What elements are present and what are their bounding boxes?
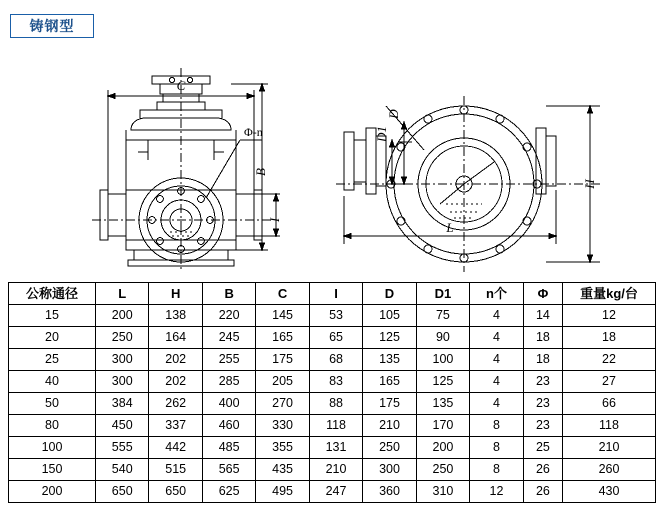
cell-D1: 90 <box>416 327 469 349</box>
cell-phi: 18 <box>523 349 562 371</box>
cell-D1: 125 <box>416 371 469 393</box>
cell-weight: 66 <box>563 393 656 415</box>
cell-C: 145 <box>256 305 309 327</box>
cell-phi: 23 <box>523 371 562 393</box>
cell-nominal-diameter: 25 <box>9 349 96 371</box>
cell-C: 165 <box>256 327 309 349</box>
cell-D1: 170 <box>416 415 469 437</box>
cell-phi: 26 <box>523 459 562 481</box>
cell-n: 4 <box>470 393 524 415</box>
cell-D1: 200 <box>416 437 469 459</box>
cell-n: 8 <box>470 415 524 437</box>
cell-D: 360 <box>363 481 416 503</box>
cell-nominal-diameter: 100 <box>9 437 96 459</box>
col-header-nominal-diameter: 公称通径 <box>9 283 96 305</box>
dim-label-C: C <box>176 78 186 93</box>
cell-H: 515 <box>149 459 202 481</box>
cell-H: 650 <box>149 481 202 503</box>
dim-label-H: H <box>582 179 597 189</box>
cell-B: 400 <box>202 393 255 415</box>
cell-B: 460 <box>202 415 255 437</box>
cell-phi: 14 <box>523 305 562 327</box>
cell-L: 384 <box>96 393 149 415</box>
cell-I: 68 <box>309 349 362 371</box>
cell-C: 435 <box>256 459 309 481</box>
cell-phi: 26 <box>523 481 562 503</box>
cell-nominal-diameter: 15 <box>9 305 96 327</box>
cell-n: 4 <box>470 349 524 371</box>
col-header-D: D <box>363 283 416 305</box>
cell-L: 540 <box>96 459 149 481</box>
cell-I: 83 <box>309 371 362 393</box>
cell-weight: 210 <box>563 437 656 459</box>
cell-B: 285 <box>202 371 255 393</box>
cell-C: 355 <box>256 437 309 459</box>
cell-D1: 135 <box>416 393 469 415</box>
col-header-C: C <box>256 283 309 305</box>
col-header-L: L <box>96 283 149 305</box>
cell-L: 650 <box>96 481 149 503</box>
cell-phi: 23 <box>523 393 562 415</box>
cell-D: 135 <box>363 349 416 371</box>
title-tag: 铸钢型 <box>10 14 94 38</box>
cell-D: 175 <box>363 393 416 415</box>
col-header-phi: Φ <box>523 283 562 305</box>
cell-C: 330 <box>256 415 309 437</box>
cell-weight: 118 <box>563 415 656 437</box>
cell-nominal-diameter: 40 <box>9 371 96 393</box>
cell-H: 202 <box>149 371 202 393</box>
col-header-n: n个 <box>470 283 524 305</box>
table-row <box>9 327 656 349</box>
cell-weight: 12 <box>563 305 656 327</box>
cell-n: 8 <box>470 459 524 481</box>
cell-L: 300 <box>96 371 149 393</box>
cell-C: 175 <box>256 349 309 371</box>
table-row <box>9 459 656 481</box>
cell-n: 4 <box>470 371 524 393</box>
table-row <box>9 393 656 415</box>
dim-label-D: D <box>386 109 401 119</box>
cell-weight: 18 <box>563 327 656 349</box>
table-row <box>9 481 656 503</box>
col-header-B: B <box>202 283 255 305</box>
cell-L: 250 <box>96 327 149 349</box>
cell-D: 250 <box>363 437 416 459</box>
cell-D1: 250 <box>416 459 469 481</box>
cell-D: 105 <box>363 305 416 327</box>
cell-D: 210 <box>363 415 416 437</box>
table-row <box>9 305 656 327</box>
col-header-D1: D1 <box>416 283 469 305</box>
cell-n: 4 <box>470 305 524 327</box>
cell-D1: 310 <box>416 481 469 503</box>
cell-B: 245 <box>202 327 255 349</box>
cell-D: 165 <box>363 371 416 393</box>
cell-nominal-diameter: 150 <box>9 459 96 481</box>
cell-I: 210 <box>309 459 362 481</box>
cell-H: 337 <box>149 415 202 437</box>
cell-I: 53 <box>309 305 362 327</box>
cell-I: 118 <box>309 415 362 437</box>
cell-nominal-diameter: 80 <box>9 415 96 437</box>
cell-D1: 75 <box>416 305 469 327</box>
dim-label-D1: D1 <box>374 126 389 142</box>
cell-C: 495 <box>256 481 309 503</box>
cell-L: 555 <box>96 437 149 459</box>
cell-weight: 260 <box>563 459 656 481</box>
cell-weight: 22 <box>563 349 656 371</box>
cell-nominal-diameter: 50 <box>9 393 96 415</box>
table-row <box>9 371 656 393</box>
cell-I: 65 <box>309 327 362 349</box>
cell-phi: 23 <box>523 415 562 437</box>
detail-note-phi-n: Φ-n <box>244 125 263 139</box>
cell-B: 220 <box>202 305 255 327</box>
cell-n: 12 <box>470 481 524 503</box>
col-header-weight: 重量kg/台 <box>563 283 656 305</box>
cell-I: 247 <box>309 481 362 503</box>
cell-weight: 430 <box>563 481 656 503</box>
table-header-row <box>9 283 656 305</box>
cell-C: 270 <box>256 393 309 415</box>
dim-label-I: I <box>267 217 282 223</box>
cell-H: 138 <box>149 305 202 327</box>
cell-B: 625 <box>202 481 255 503</box>
cell-H: 202 <box>149 349 202 371</box>
table-row <box>9 437 656 459</box>
cell-I: 88 <box>309 393 362 415</box>
cell-L: 450 <box>96 415 149 437</box>
cell-D1: 100 <box>416 349 469 371</box>
cell-L: 200 <box>96 305 149 327</box>
cell-B: 485 <box>202 437 255 459</box>
dim-label-B: B <box>253 168 268 176</box>
cell-H: 262 <box>149 393 202 415</box>
cell-nominal-diameter: 200 <box>9 481 96 503</box>
spec-table-wrap <box>8 282 656 503</box>
cell-weight: 27 <box>563 371 656 393</box>
col-header-H: H <box>149 283 202 305</box>
table-row <box>9 349 656 371</box>
cell-B: 565 <box>202 459 255 481</box>
cell-phi: 18 <box>523 327 562 349</box>
cell-B: 255 <box>202 349 255 371</box>
cell-n: 4 <box>470 327 524 349</box>
cell-D: 125 <box>363 327 416 349</box>
table-row <box>9 415 656 437</box>
col-header-I: I <box>309 283 362 305</box>
cell-phi: 25 <box>523 437 562 459</box>
cell-C: 205 <box>256 371 309 393</box>
dim-label-L: L <box>446 220 454 235</box>
cell-nominal-diameter: 20 <box>9 327 96 349</box>
technical-drawing <box>0 44 664 272</box>
cell-n: 8 <box>470 437 524 459</box>
cell-H: 442 <box>149 437 202 459</box>
cell-L: 300 <box>96 349 149 371</box>
cell-D: 300 <box>363 459 416 481</box>
cell-H: 164 <box>149 327 202 349</box>
cell-I: 131 <box>309 437 362 459</box>
spec-table <box>8 282 656 503</box>
